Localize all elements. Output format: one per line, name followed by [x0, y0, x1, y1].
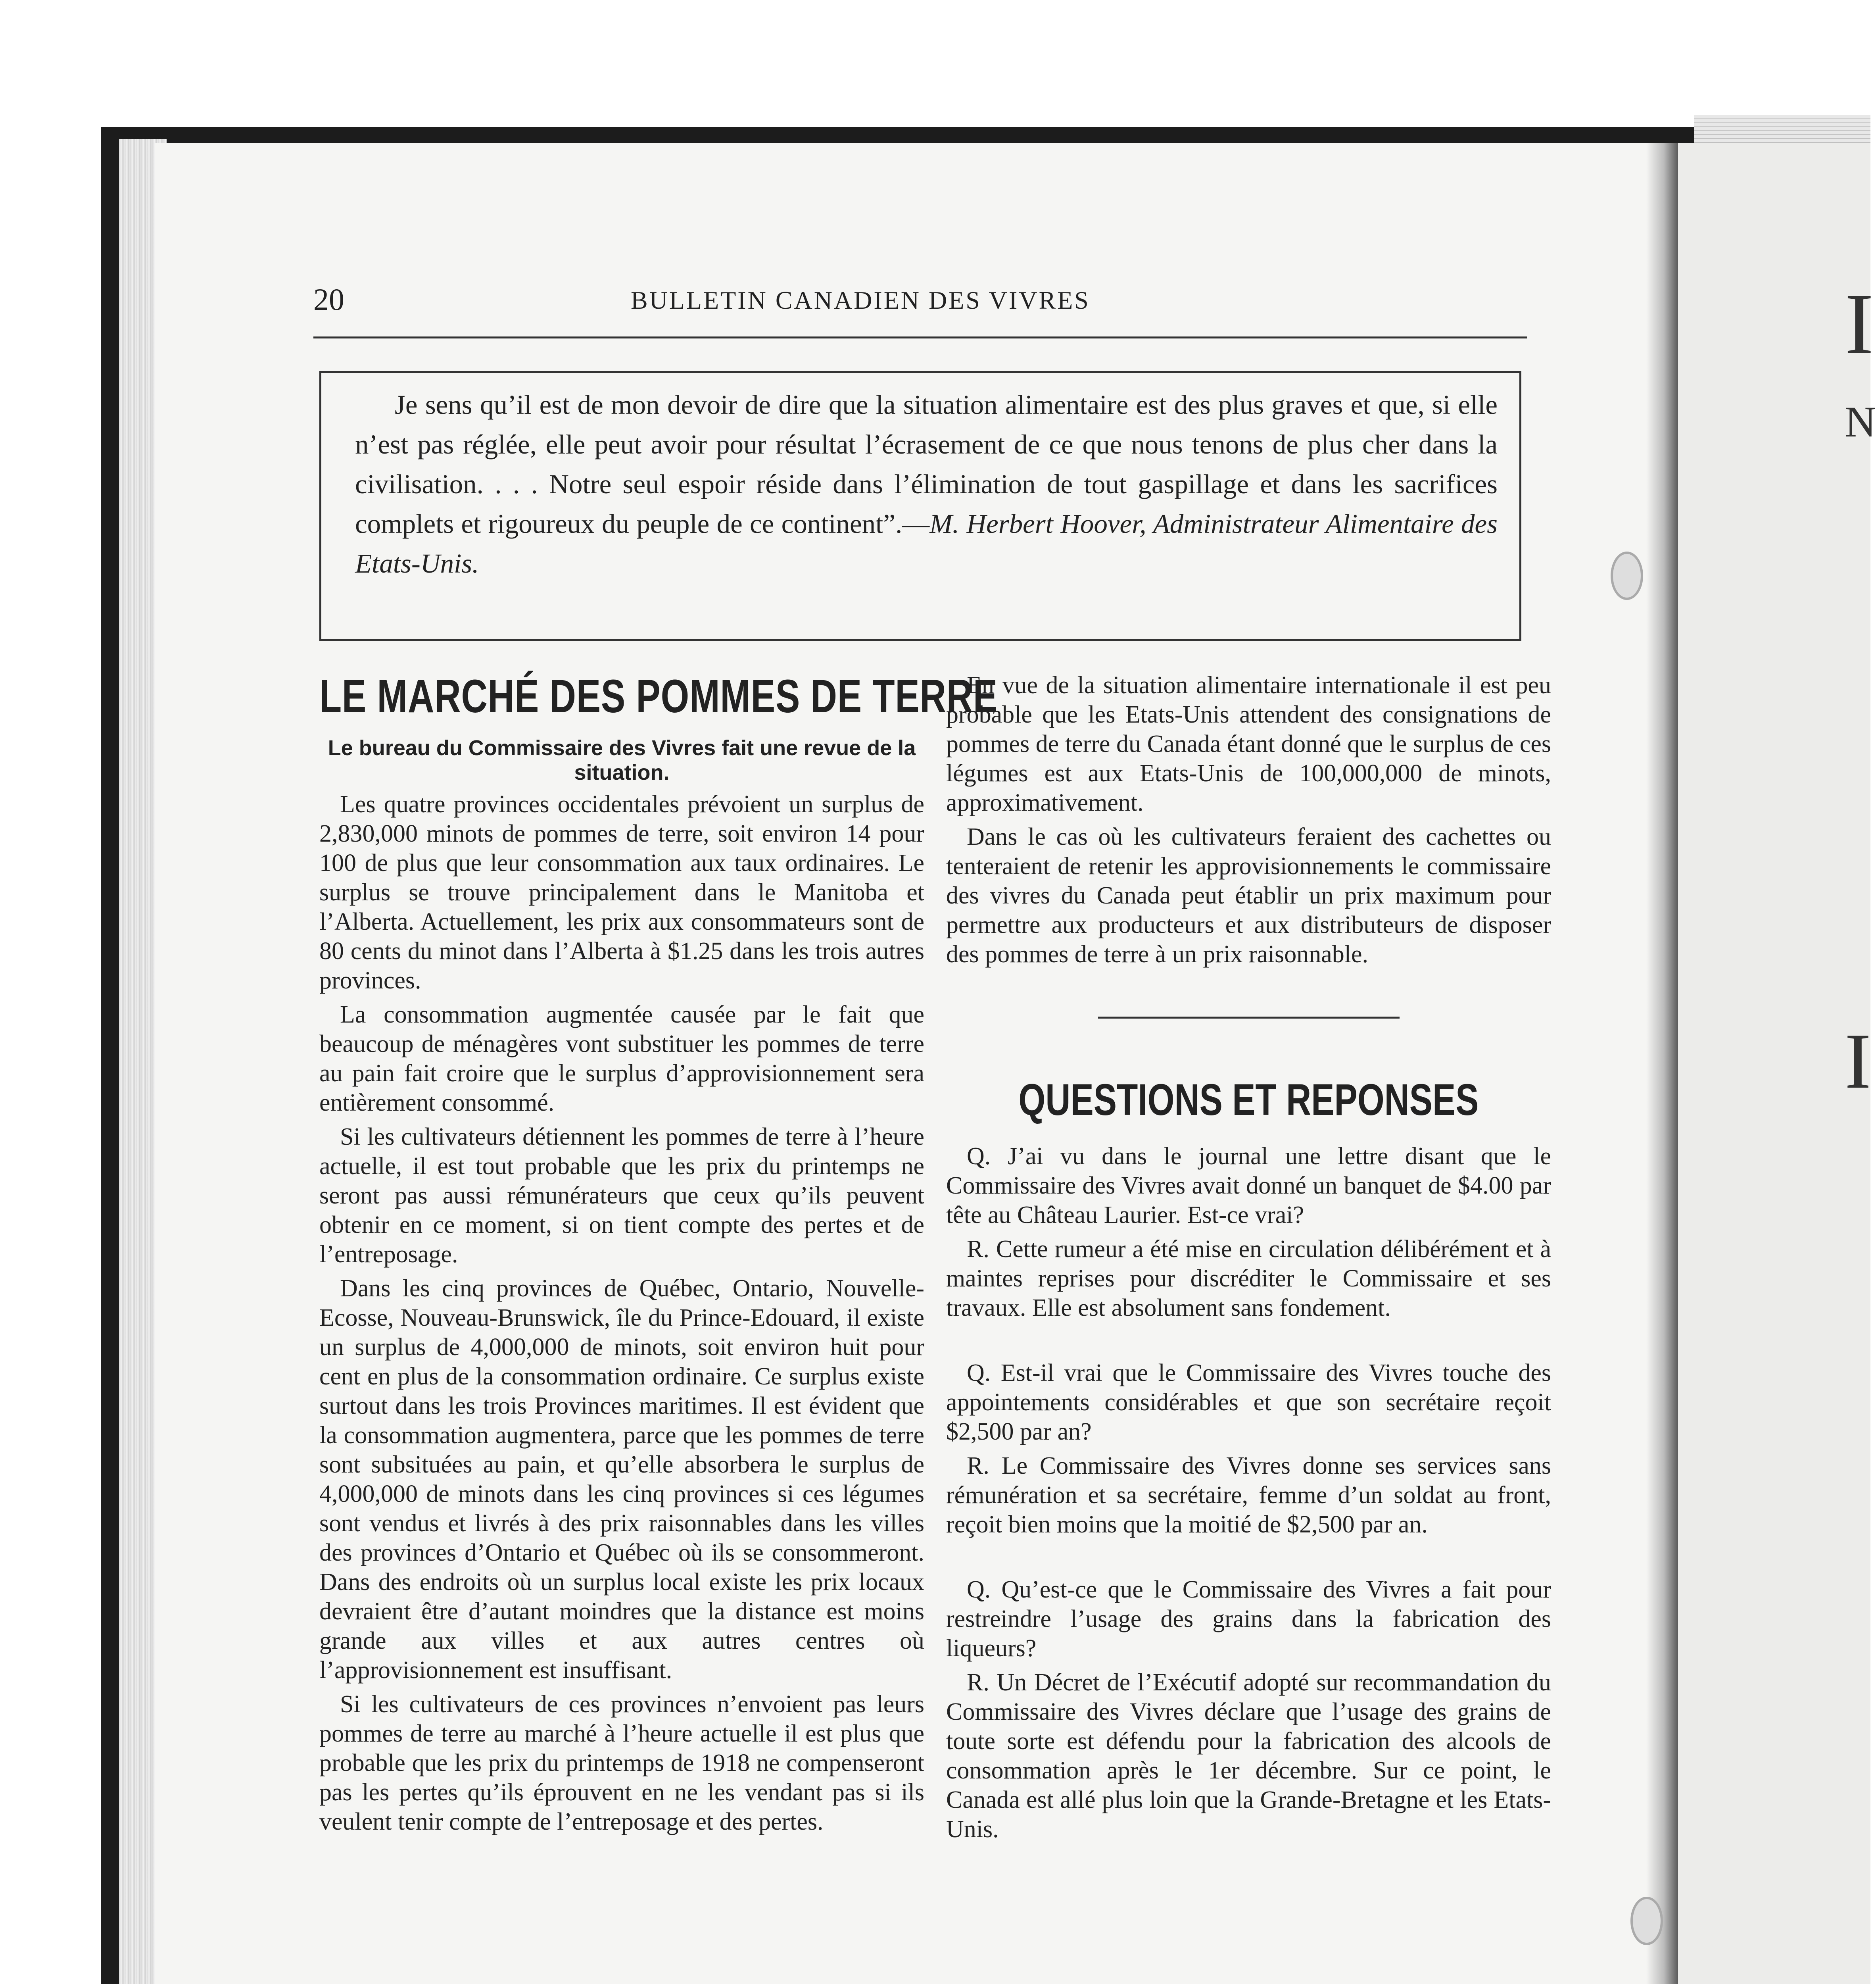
- right-column: [946, 671, 1551, 1844]
- running-title: BULLETIN CANADIEN DES VIVRES: [631, 286, 1090, 314]
- adjacent-page: [1678, 143, 1876, 1984]
- adjacent-page-fragment: I: [1845, 1017, 1871, 1105]
- section-divider: [1098, 1017, 1400, 1019]
- page-header: [313, 278, 1527, 325]
- left-column: [319, 670, 998, 1836]
- paragraph: Dans les cinq provinces de Québec, Ontario, Nouvelle-Ecosse, Nouveau-Brunswick, île du Prince-Edouard, il existe un surplus de 4,000,000 de minots, soit environ huit pour cent en plus de la consommation ordinaire. Ce surplus existe surtout dans les trois Provinces maritimes. Il est évident que la consommation augmentera, parce que les pommes de terre sont subsituées au pain, et qu’elle absorbera le surplus de 4,000,000 de minots dans les cinq provinces si ces légumes sont vendus et livrés à des prix raisonnables dans les villes des provinces d’Ontario et Québec où ils se consommeront. Dans des endroits où un surplus local existe les prix locaux devraient être d’autant moindres que la distance est moins grande aux villes et aux autres centres où l’approvisionnement est insuffisant.: [319, 1275, 924, 1684]
- answer: R. Un Décret de l’Exécutif adopté sur recommandation du Commissaire des Vivres déclare que l’usage des grains de toute sorte est défendu pour la fabrication des alcools de consommation après le 1er décembre. Sur ce point, le Canada est allé plus loin que la Grande-Bretagne et les Etats-Unis.: [946, 1669, 1551, 1843]
- binding-hole: [1611, 552, 1643, 600]
- paragraph: Si les cultivateurs de ces provinces n’envoient pas leurs pommes de terre au marché à l’heure actuelle il est plus que probable que les prix du printemps de 1918 ne compenseront pas les pertes qu’ils éprouvent en ne les vendant pas si ils veulent tenir compte de l’entreposage et des pertes.: [319, 1691, 924, 1835]
- paragraph: La consommation augmentée causée par le fait que beaucoup de ménagères vont substituer les pommes de terre au pain fait croire que le surplus d’approvisionnement sera entièrement consommé.: [319, 1001, 924, 1116]
- page-number: 20: [313, 282, 344, 317]
- header-rule: [313, 336, 1527, 338]
- paragraph: En vue de la situation alimentaire internationale il est peu probable que les Etats-Unis attendent des consignations de pommes de terre du Canada étant donné que le surplus de ces légumes est aux Etats-Unis de 100,000,000 de minots, approximativement.: [946, 672, 1551, 816]
- answer: R. Cette rumeur a été mise en circulation délibérément et à maintes reprises pour discréditer le Commissaire et ses travaux. Elle est absolument sans fondement.: [946, 1236, 1551, 1321]
- article-title: LE MARCHÉ DES POMMES DE TERRE: [319, 670, 998, 723]
- article-subtitle: Le bureau du Commissaire des Vivres fait une revue de la situation.: [328, 736, 916, 784]
- paragraph: Dans le cas où les cultivateurs feraient des cachettes ou tenteraient de retenir les approvisionnements le commissaire des vivres du Canada peut établir un prix maximum pour permettre aux producteurs et aux distributeurs de disposer des pommes de terre à un prix raisonnable.: [946, 823, 1551, 968]
- section-title: QUESTIONS ET REPONSES: [1018, 1075, 1479, 1125]
- quote-attribution: M. Herbert Hoover, Administrateur Alimentaire des Etats-Unis.: [355, 509, 1498, 579]
- quote-text: [355, 385, 1498, 583]
- answer: R. Le Commissaire des Vivres donne ses services sans rémunération et sa secrétaire, femme d’un soldat au front, reçoit bien moins que la moitié de $2,500 par an.: [946, 1452, 1551, 1538]
- question: Q. Est-il vrai que le Commissaire des Vivres touche des appointements considérables et que son secrétaire reçoit $2,500 par an?: [946, 1359, 1551, 1445]
- paragraph: Les quatre provinces occidentales prévoient un surplus de 2,830,000 minots de pommes de terre, soit environ 14 pour 100 de plus que leur consommation aux taux ordinaires. Le surplus se trouve principalement dans le Manitoba et l’Alberta. Actuellement, les prix aux consommateurs sont de 80 cents du minot dans l’Alberta à $1.25 dans les trois autres provinces.: [319, 791, 924, 994]
- binding-hole: [1630, 1897, 1663, 1945]
- paragraph: Si les cultivateurs détiennent les pommes de terre à l’heure actuelle, il est tout probable que les prix du printemps ne seront pas aussi rémunérateurs que ceux qu’ils peuvent obtenir en ce moment, si on tient compte des pertes et de l’entreposage.: [319, 1123, 924, 1268]
- adjacent-page-fragment: N: [1845, 398, 1876, 446]
- question: Q. Qu’est-ce que le Commissaire des Vivres a fait pour restreindre l’usage des grains dans la fabrication des liqueurs?: [946, 1576, 1551, 1662]
- quote-box: [319, 371, 1521, 641]
- question: Q. J’ai vu dans le journal une lettre disant que le Commissaire des Vivres avait donné un banquet de $4.00 par tête au Château Laurier. Est-ce vrai?: [946, 1143, 1551, 1228]
- adjacent-page-fragment: I: [1845, 275, 1874, 372]
- quote-body: Je sens qu’il est de mon devoir de dire que la situation alimentaire est des plus graves et que, si elle n’est pas réglée, elle peut avoir pour résultat l’écrasement de ce que nous tenons de plus cher dans la civilisation. . . . Notre seul espoir réside dans l’élimination de tout gaspillage et dans les sacrifices complets et rigoureux du peuple de ce continent”.—: [355, 390, 1498, 539]
- page-gutter: [1646, 143, 1678, 1984]
